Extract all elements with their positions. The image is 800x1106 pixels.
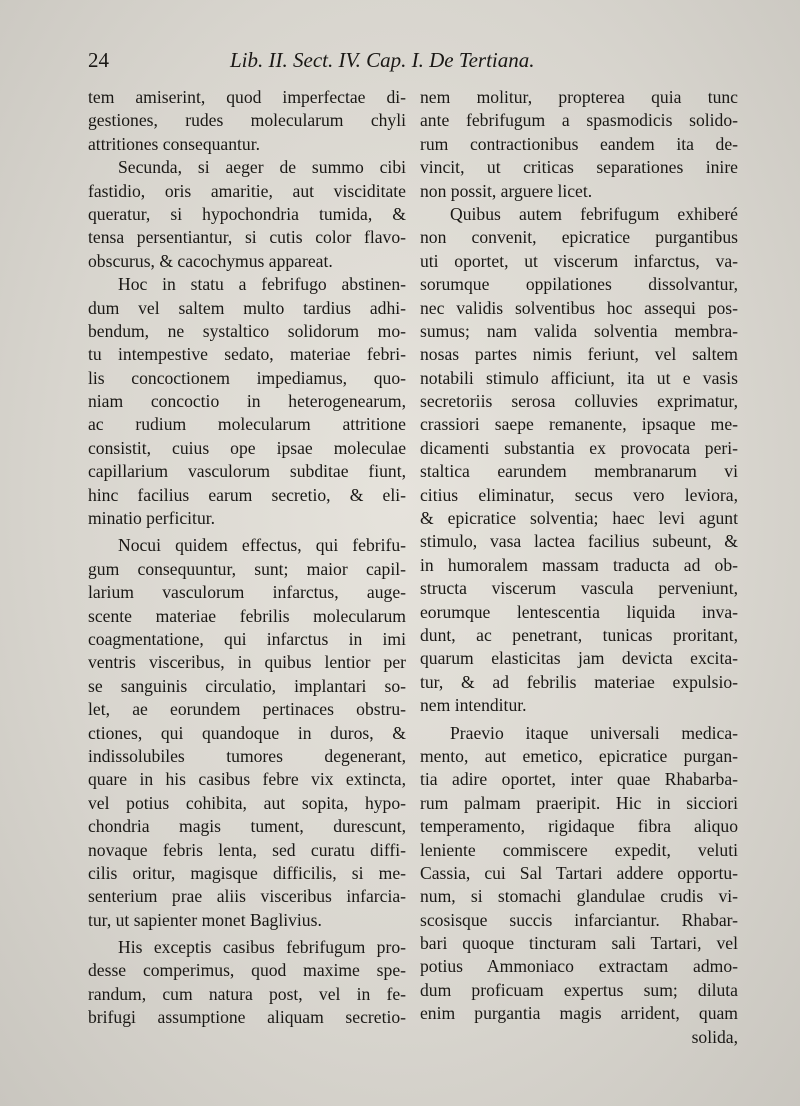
text-line: nem molitur, propterea quia tunc [420, 87, 738, 107]
text-line: leniente commiscere expedit, veluti [420, 839, 738, 860]
text-line: structa viscerum vascula perveniunt, [420, 578, 738, 599]
text-line: potius Ammoniaco extractam admo- [420, 956, 738, 977]
running-title: Lib. II. Sect. IV. Cap. I. De Tertiana. [230, 48, 535, 72]
text-line: scente materiae febrilis molecularum [88, 605, 406, 626]
text-line: quarum elasticitas jam devicta excita- [420, 648, 738, 669]
left-text-column [88, 86, 406, 1030]
text-line: rum palmam praeripit. Hic in sicciori [420, 792, 738, 813]
text-line: num, si stomachi glandulae crudis vi- [420, 886, 738, 907]
text-line: dum vel saltem multo tardius adhi- [88, 297, 406, 318]
text-line: dum proficuam expertus sum; diluta [420, 979, 738, 1000]
text-line: coagmentatione, qui infarctus in imi [88, 628, 406, 649]
text-line: His exceptis casibus febrifugum pro- [118, 937, 406, 958]
text-line: & epicratice solventia; haec levi agunt [420, 508, 738, 529]
text-line: vincit, ut criticas separationes inire [420, 157, 738, 178]
text-line: niam concoctio in heterogenearum, [88, 391, 406, 412]
text-line: dicamenti substantia ex provocata peri- [420, 437, 738, 458]
text-line: fastidio, oris amaritie, aut visciditate [88, 180, 406, 201]
text-line: crassiori saepe remanente, ipsaque me- [420, 414, 738, 435]
text-line: let, ae eorundem pertinaces obstru- [88, 699, 406, 720]
text-line: lis concoctionem impediamus, quo- [88, 367, 406, 388]
text-line: mento, aut emetico, epicratice purgan- [420, 745, 738, 766]
text-line: citius eliminatur, secus vero leviora, [420, 484, 738, 505]
text-line: attritiones consequantur. [88, 133, 260, 154]
text-line: indissolubiles tumores degenerant, [88, 745, 406, 766]
text-line: novaque febris lenta, sed curatu diffi- [88, 839, 406, 860]
text-line: tensa persentiantur, si cutis color flavo- [88, 227, 406, 248]
text-line: non convenit, epicratice purgantibus [420, 227, 738, 248]
text-line: tia adire oportet, inter quae Rhabarba- [420, 769, 738, 790]
text-line: obscurus, & cacochymus appareat. [88, 250, 333, 271]
text-line: tur, & ad febrilis materiae expulsio- [420, 671, 738, 692]
text-line: Hoc in statu a febrifugo abstinen- [118, 274, 406, 295]
text-line: chondria magis tument, durescunt, [88, 816, 406, 837]
text-line: quare in his casibus febre vix extincta, [88, 769, 406, 790]
text-line: cilis oritur, magisque difficilis, si me- [88, 862, 406, 883]
text-line: non possit, arguere licet. [420, 180, 593, 201]
text-line: minatio perficitur. [88, 508, 216, 529]
text-line: queratur, si hypochondria tumida, & [88, 203, 406, 224]
text-line: scosisque succis infarciantur. Rhabar- [420, 909, 738, 930]
text-line: secretoriis serosa colluvies exprimatur, [420, 391, 738, 412]
text-line: gum consequuntur, sunt; maior capil- [88, 558, 406, 579]
text-line: enim purgantia magis arrident, quam [420, 1003, 738, 1024]
text-line: Praevio itaque universali medica- [450, 722, 738, 743]
text-line: tem amiserint, quod imperfectae di- [88, 87, 406, 107]
text-line: hinc facilius earum secretio, & eli- [88, 484, 406, 505]
text-line: ante febrifugum a spasmodicis solido- [420, 110, 738, 131]
text-line: capillarium vasculorum subditae fiunt, [88, 461, 406, 482]
text-line: brifugi assumptione aliquam secretio- [88, 1007, 406, 1028]
text-line: Quibus autem febrifugum exhiberé [450, 203, 738, 224]
text-line: consistit, cuius ope ipsae moleculae [88, 437, 406, 458]
text-line: randum, cum natura post, vel in fe- [88, 983, 406, 1004]
text-line: sumus; nam valida solventia membra- [420, 320, 738, 341]
text-line: temperamento, rigidaque fibra aliquo [420, 816, 738, 837]
page-header [90, 48, 740, 78]
text-line: notabili stimulo afficiunt, ita ut e vasis [420, 367, 738, 388]
text-line: uti oportet, ut viscerum infarctus, va- [420, 250, 738, 271]
text-line: solida, [691, 1026, 738, 1047]
text-line: ac rudium molecularum attritione [88, 414, 406, 435]
text-line: ventris visceribus, in quibus lentior per [88, 652, 406, 673]
text-line: staltica earundem membranarum vi [420, 461, 738, 482]
text-line: tur, ut sapienter monet Baglivius. [88, 909, 322, 930]
text-line: bendum, ne systaltico solidorum mo- [88, 320, 406, 341]
text-line: gestiones, rudes molecularum chyli [88, 110, 406, 131]
text-line: Nocui quidem effectus, qui febrifu- [118, 535, 406, 556]
text-line: desse comperimus, quod maxime spe- [88, 960, 406, 981]
text-line: stimulo, vasa lactea facilius subeunt, & [420, 531, 738, 552]
text-line: senterium prae aliis visceribus infarcia- [88, 886, 406, 907]
text-line: nosas partes nimis feriunt, vel saltem [420, 344, 738, 365]
text-line: dunt, ac penetrant, tunicas proritant, [420, 624, 738, 645]
text-line: in humoralem massam traducta ad ob- [420, 554, 738, 575]
text-line: eorumque lentescentia liquida inva- [420, 601, 738, 622]
text-line: Secunda, si aeger de summo cibi [118, 157, 406, 178]
text-line: nec validis solventibus hoc assequi pos- [420, 297, 738, 318]
text-line: larium vasculorum infarctus, auge- [88, 582, 406, 603]
text-line: Cassia, cui Sal Tartari addere opportu- [420, 862, 738, 883]
text-line: bari quoque tincturam sali Tartari, vel [420, 933, 738, 954]
text-line: tu intempestive sedato, materiae febri- [88, 344, 406, 365]
text-line: sorumque oppilationes dissolvantur, [420, 274, 738, 295]
text-line: vel potius cohibita, aut sopita, hypo- [88, 792, 406, 813]
text-line: se sanguinis circulatio, implantari so- [88, 675, 406, 696]
text-line: ctiones, qui quandoque in duros, & [88, 722, 406, 743]
page-number: 24 [88, 48, 109, 72]
right-text-column [420, 86, 738, 1049]
text-line: nem intenditur. [420, 695, 527, 716]
text-line: rum contractionibus eandem ita de- [420, 133, 738, 154]
